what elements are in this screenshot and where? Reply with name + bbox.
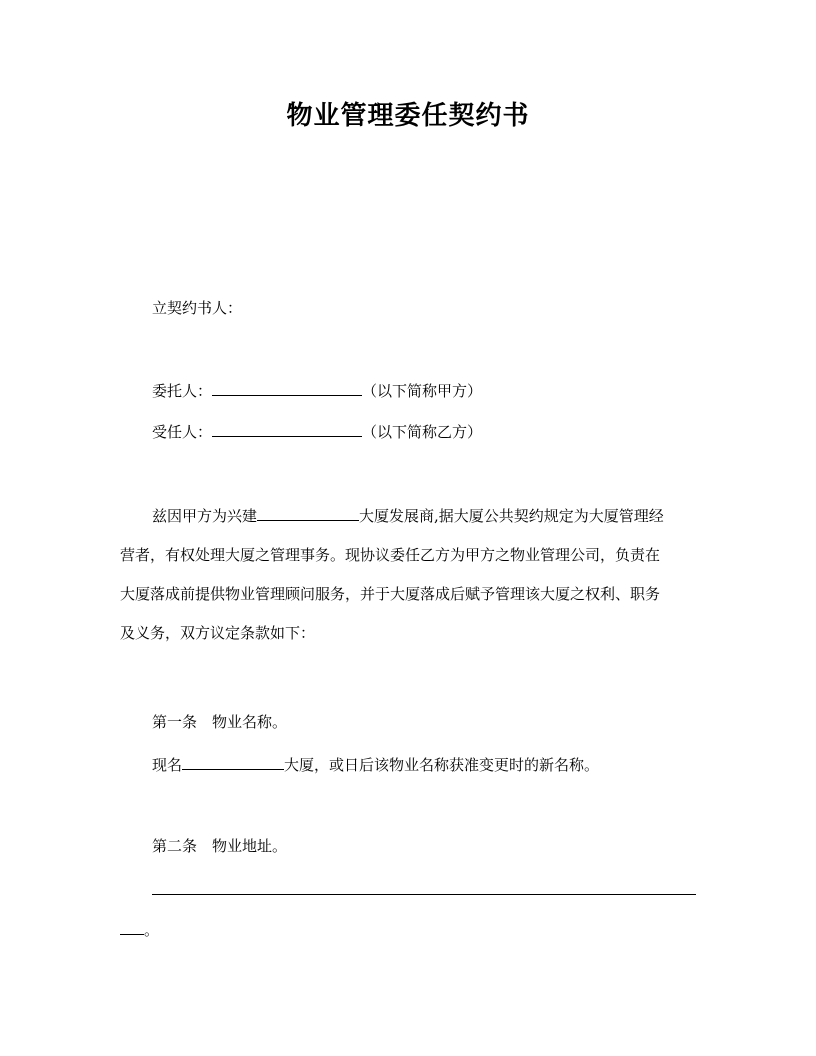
article-1-after: 大厦，或日后该物业名称获准变更时的新名称。	[284, 756, 600, 774]
address-blank-continuation[interactable]	[120, 920, 144, 935]
paragraph-line-1	[152, 506, 696, 526]
article-1-heading: 第一条 物业名称。	[152, 713, 288, 731]
paragraph-line-4: 及义务，双方议定条款如下：	[120, 624, 316, 642]
paragraph-line-3: 大厦落成前提供物业管理顾问服务，并于大厦落成后赋予管理该大厦之权利、职务	[120, 585, 661, 603]
party-b-blank[interactable]	[212, 422, 362, 437]
address-blank-end	[120, 920, 696, 940]
party-b-label: 受任人：	[152, 423, 213, 441]
paragraph-l1-before: 兹因甲方为兴建	[152, 507, 258, 525]
paragraph-line-2: 营者，有权处理大厦之管理事务。现协议委任乙方为甲方之物业管理公司，负责在	[120, 546, 661, 564]
party-a-line	[152, 381, 696, 401]
paragraph-l1-after: 大厦发展商,据大厦公共契约规定为大厦管理经	[359, 507, 664, 525]
address-blank[interactable]	[152, 894, 696, 895]
intro-line: 立契约书人：	[152, 299, 243, 317]
party-a-suffix: （以下简称甲方）	[362, 382, 483, 400]
document-title: 物业管理委任契约书	[286, 101, 530, 131]
address-end-mark: 。	[144, 921, 160, 939]
article-2-heading: 第二条 物业地址。	[152, 837, 288, 855]
party-a-label: 委托人：	[152, 382, 213, 400]
article-1-body	[152, 755, 696, 775]
developer-blank[interactable]	[257, 506, 359, 521]
party-b-line	[152, 422, 696, 442]
article-1-before: 现名	[152, 756, 183, 774]
party-b-suffix: （以下简称乙方）	[362, 423, 483, 441]
building-name-blank[interactable]	[182, 755, 284, 770]
party-a-blank[interactable]	[212, 381, 362, 396]
